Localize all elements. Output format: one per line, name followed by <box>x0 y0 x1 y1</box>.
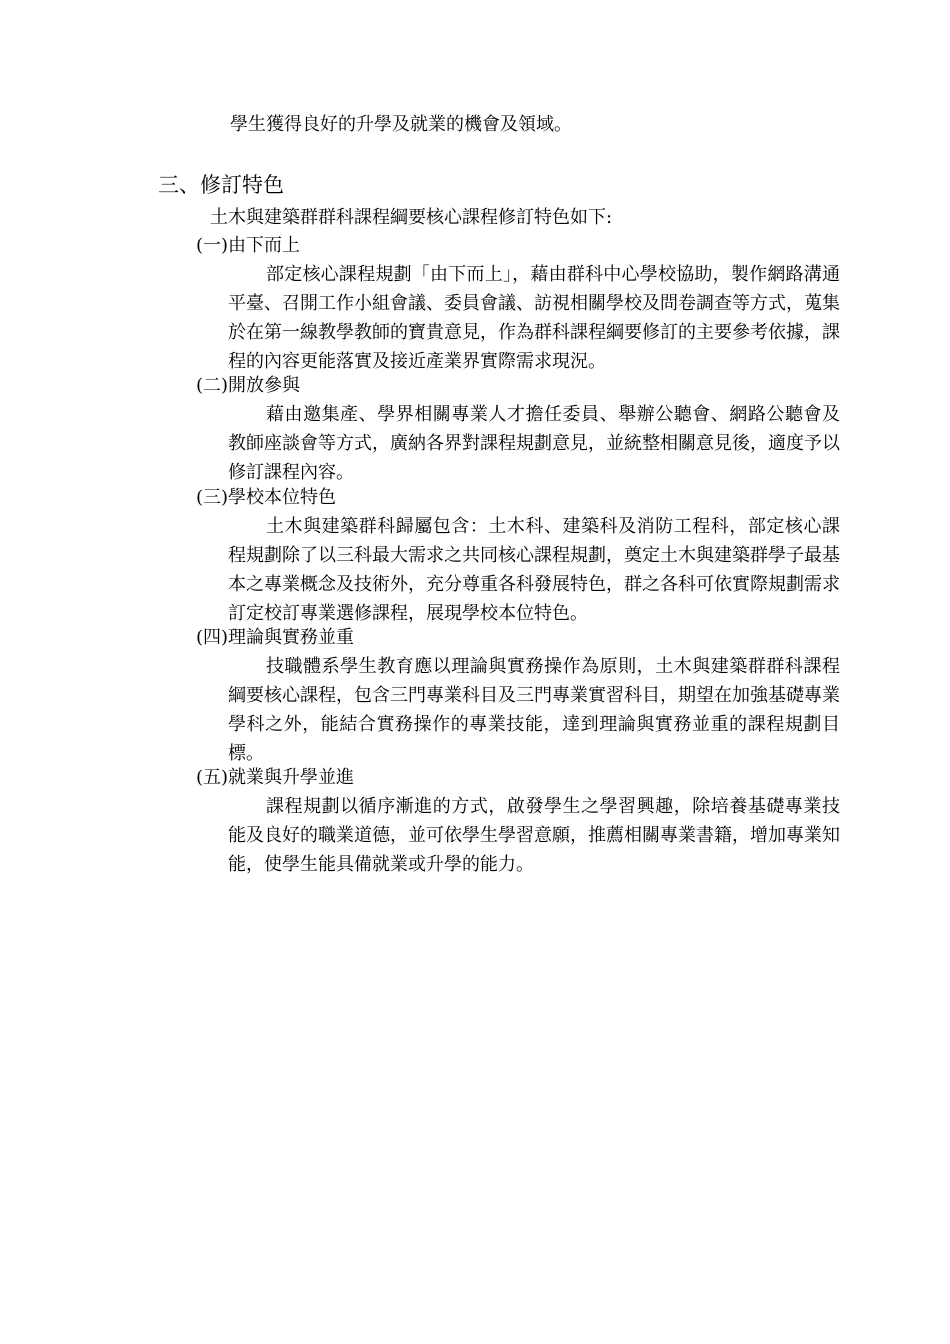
item-heading-4: (四)理論與實務並重 <box>196 627 355 648</box>
continuation-text: 學生獲得良好的升學及就業的機會及領域。 <box>230 114 572 135</box>
item-body-1: 部定核心課程規劃「由下而上」，藉由群科中心學校協助，製作網路溝通平臺、召開工作小組會議、委員會議、訪視相關學校及問卷調查等方式，蒐集於在第一線教學教師的寶貴意見，作為群科課程綱要修訂的主要參考依據，課程的內容更能落實及接近產業界實際需求現況。 <box>228 264 840 372</box>
section-intro: 土木與建築群群科課程綱要核心課程修訂特色如下: <box>210 207 613 228</box>
item-body-2: 藉由邀集產、學界相關專業人才擔任委員、舉辦公聽會、網路公聽會及教師座談會等方式，廣納各界對課程規劃意見，並統整相關意見後，適度予以修訂課程內容。 <box>228 404 840 483</box>
item-body-4: 技職體系學生教育應以理論與實務操作為原則，土木與建築群群科課程綱要核心課程，包含三門專業科目及三門專業實習科目，期望在加強基礎專業學科之外，能結合實務操作的專業技能，達到理論與實務並重的課程規劃目標。 <box>228 656 840 764</box>
item-body-5: 課程規劃以循序漸進的方式，啟發學生之學習興趣，除培養基礎專業技能及良好的職業道德，並可依學生學習意願，推薦相關專業書籍，增加專業知能，使學生能具備就業或升學的能力。 <box>228 796 840 875</box>
item-heading-2: (二)開放參與 <box>196 375 301 396</box>
section-heading: 三、修訂特色 <box>158 173 284 197</box>
item-heading-1: (一)由下而上 <box>196 235 301 256</box>
item-body-3: 土木與建築群科歸屬包含：土木科、建築科及消防工程科，部定核心課程規劃除了以三科最大需求之共同核心課程規劃，奠定土木與建築群學子最基本之專業概念及技術外，充分尊重各科發展特色，群之各科可依實際規劃需求訂定校訂專業選修課程，展現學校本位特色。 <box>228 516 840 624</box>
item-heading-5: (五)就業與升學並進 <box>196 767 355 788</box>
item-heading-3: (三)學校本位特色 <box>196 487 337 508</box>
